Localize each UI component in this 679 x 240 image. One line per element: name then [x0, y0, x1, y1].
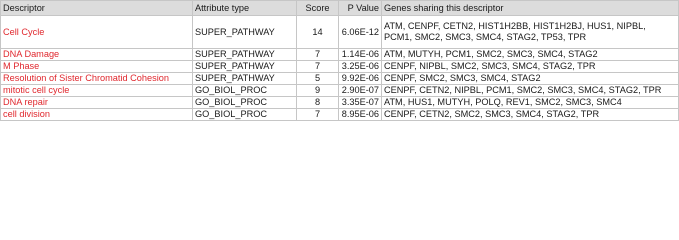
table-header-row [1, 1, 679, 16]
p-value-cell: 3.35E-07 [339, 97, 382, 109]
score-cell: 9 [297, 85, 339, 97]
descriptor-cell: cell division [1, 109, 193, 121]
attribute-type-cell: SUPER_PATHWAY [193, 73, 297, 85]
column-header-p-value[interactable]: P Value [339, 1, 382, 16]
descriptor-cell: Resolution of Sister Chromatid Cohesion [1, 73, 193, 85]
p-value-cell: 9.92E-06 [339, 73, 382, 85]
score-cell: 7 [297, 61, 339, 73]
genes-cell: CENPF, CETN2, SMC2, SMC3, SMC4, STAG2, TPR [382, 109, 679, 121]
descriptor-cell: mitotic cell cycle [1, 85, 193, 97]
table-row [1, 49, 679, 61]
table-row [1, 109, 679, 121]
genes-cell: CENPF, SMC2, SMC3, SMC4, STAG2 [382, 73, 679, 85]
genes-cell: CENPF, CETN2, NIPBL, PCM1, SMC2, SMC3, SMC4, STAG2, TPR [382, 85, 679, 97]
p-value-cell: 3.25E-06 [339, 61, 382, 73]
score-cell: 8 [297, 97, 339, 109]
attribute-type-cell: GO_BIOL_PROC [193, 109, 297, 121]
genes-cell: ATM, MUTYH, PCM1, SMC2, SMC3, SMC4, STAG2 [382, 49, 679, 61]
score-cell: 7 [297, 109, 339, 121]
attribute-type-cell: SUPER_PATHWAY [193, 49, 297, 61]
column-header-attribute-type[interactable]: Attribute type [193, 1, 297, 16]
descriptor-cell: Cell Cycle [1, 16, 193, 49]
p-value-cell: 1.14E-06 [339, 49, 382, 61]
genes-cell: ATM, CENPF, CETN2, HIST1H2BB, HIST1H2BJ, HUS1, NIPBL, PCM1, SMC2, SMC3, SMC4, STAG2, TP53, TPR [382, 16, 679, 49]
column-header-descriptor[interactable]: Descriptor [1, 1, 193, 16]
p-value-cell: 8.95E-06 [339, 109, 382, 121]
attribute-type-cell: SUPER_PATHWAY [193, 16, 297, 49]
score-cell: 7 [297, 49, 339, 61]
descriptor-cell: DNA Damage [1, 49, 193, 61]
table-row [1, 97, 679, 109]
table-row [1, 16, 679, 49]
table-row [1, 73, 679, 85]
genes-cell: ATM, HUS1, MUTYH, POLQ, REV1, SMC2, SMC3, SMC4 [382, 97, 679, 109]
attribute-type-cell: SUPER_PATHWAY [193, 61, 297, 73]
attribute-type-cell: GO_BIOL_PROC [193, 85, 297, 97]
genes-cell: CENPF, NIPBL, SMC2, SMC3, SMC4, STAG2, TPR [382, 61, 679, 73]
attribute-type-cell: GO_BIOL_PROC [193, 97, 297, 109]
score-cell: 14 [297, 16, 339, 49]
p-value-cell: 6.06E-12 [339, 16, 382, 49]
score-cell: 5 [297, 73, 339, 85]
page-bottom-margin [0, 128, 679, 130]
table-row [1, 61, 679, 73]
p-value-cell: 2.90E-07 [339, 85, 382, 97]
table-row [1, 85, 679, 97]
descriptor-cell: DNA repair [1, 97, 193, 109]
descriptor-cell: M Phase [1, 61, 193, 73]
column-header-score[interactable]: Score [297, 1, 339, 16]
column-header-genes[interactable]: Genes sharing this descriptor [382, 1, 679, 16]
